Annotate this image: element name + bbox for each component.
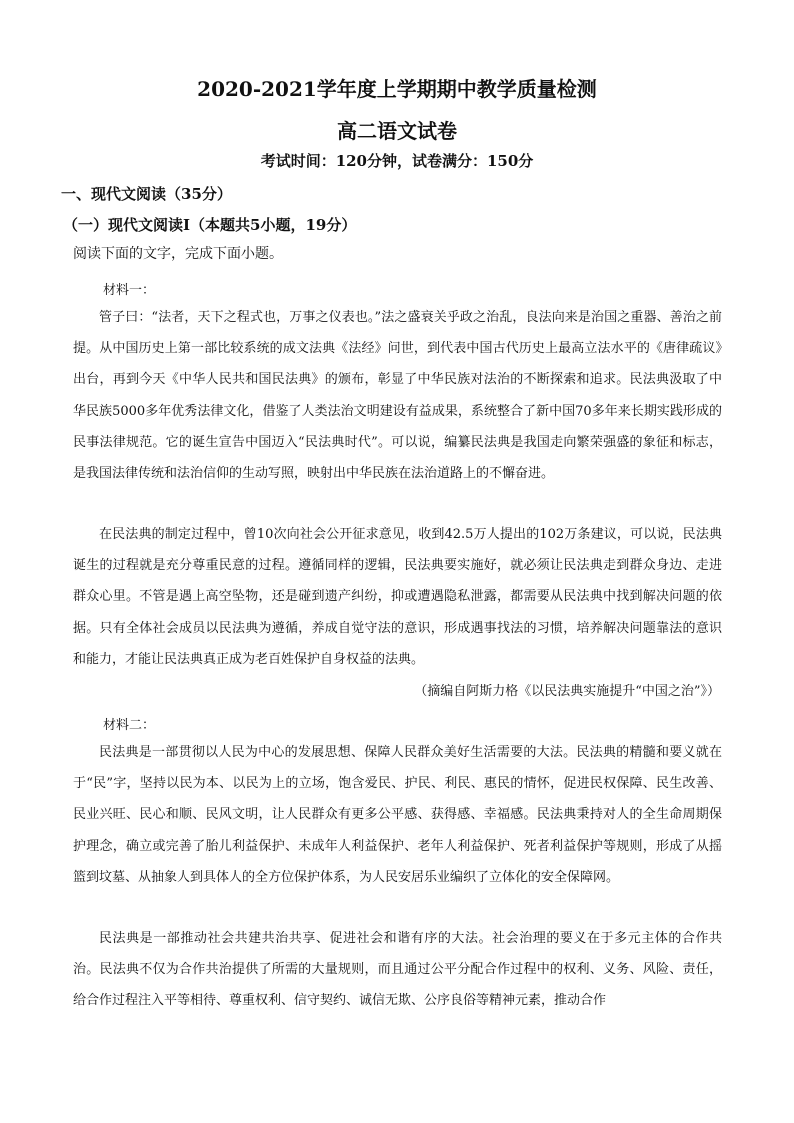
section-heading: 一、现代文阅读（35分） — [61, 185, 232, 203]
material-one-paragraph-2: 在民法典的制定过程中，曾10次向社会公开征求意见，收到42.5万人提出的102万条建议，可以说，民法典诞生的过程就是充分尊重民意的过程。遵循同样的逻辑，民法典要实施好，就必须让民法典走到群众身边、走进群众心里。不管是遇上高空坠物，还是碰到遗产纠纷，抑或遭遇隐私泄露，都需要从民法典中找到解决问题的依据。只有全体社会成员以民法典为遵循，养成自觉守法的意识，形成遇事找法的习惯，培养解决问题靠法的意识和能力，才能让民法典真正成为老百姓保护自身权益的法典。 — [73, 527, 722, 667]
exam-title: 2020-2021学年度上学期期中教学质量检测 — [197, 77, 597, 101]
material-one-label: 材料一： — [103, 283, 156, 298]
material-one-source: （摘编自阿斯力格《以民法典实施提升“中国之治”》） — [414, 684, 720, 699]
subsection-heading: （一）现代文阅读Ⅰ（本题共5小题，19分） — [63, 216, 357, 234]
material-two-label: 材料二： — [103, 718, 156, 733]
material-two-paragraph-1: 民法典是一部贯彻以人民为中心的发展思想、保障人民群众美好生活需要的大法。民法典的精髓和要义就在于“民”字，坚持以民为本、以民为上的立场，饱含爱民、护民、利民、惠民的情怀，促进民权保障、民生改善、民业兴旺、民心和顺、民风文明，让人民群众有更多公平感、获得感、幸福感。民法典秉持对人的全生命周期保护理念，确立或完善了胎儿利益保护、未成年人利益保护、老年人利益保护、死者利益保护等规则，形成了从摇篮到坟墓、从抽象人到具体人的全方位保护体系，为人民安居乐业编织了立体化的安全保障网。 — [73, 745, 722, 885]
reading-instruction: 阅读下面的文字，完成下面小题。 — [73, 246, 283, 262]
material-one-paragraph-1: 管子曰：“法者，天下之程式也，万事之仪表也。”法之盛衰关乎政之治乱，良法向来是治国之重器、善治之前提。从中国历史上第一部比较系统的成文法典《法经》问世，到代表中国古代历史上最高立法水平的《唐律疏议》出台，再到今天《中华人民共和国民法典》的颁布，彰显了中华民族对法治的不断探索和追求。民法典汲取了中华民族5000多年优秀法律文化，借鉴了人类法治文明建设有益成果，系统整合了新中国70多年来长期实践形成的民事法律规范。它的诞生宣告中国迈入“民法典时代”。可以说，编纂民法典是我国走向繁荣强盛的象征和标志，是我国法律传统和法治信仰的生动写照，映射出中华民族在法治道路上的不懈奋进。 — [73, 310, 722, 482]
material-two-paragraph-2: 民法典是一部推动社会共建共治共享、促进社会和谐有序的大法。社会治理的要义在于多元主体的合作共治。民法典不仅为合作共治提供了所需的大量规则，而且通过公平分配合作过程中的权利、义务、风险、责任，给合作过程注入平等相待、尊重权利、信守契约、诚信无欺、公序良俗等精神元素，推动合作 — [73, 931, 722, 1009]
exam-info: 考试时间：120分钟，试卷满分：150分 — [260, 152, 534, 170]
exam-subtitle: 高二语文试卷 — [337, 119, 457, 143]
